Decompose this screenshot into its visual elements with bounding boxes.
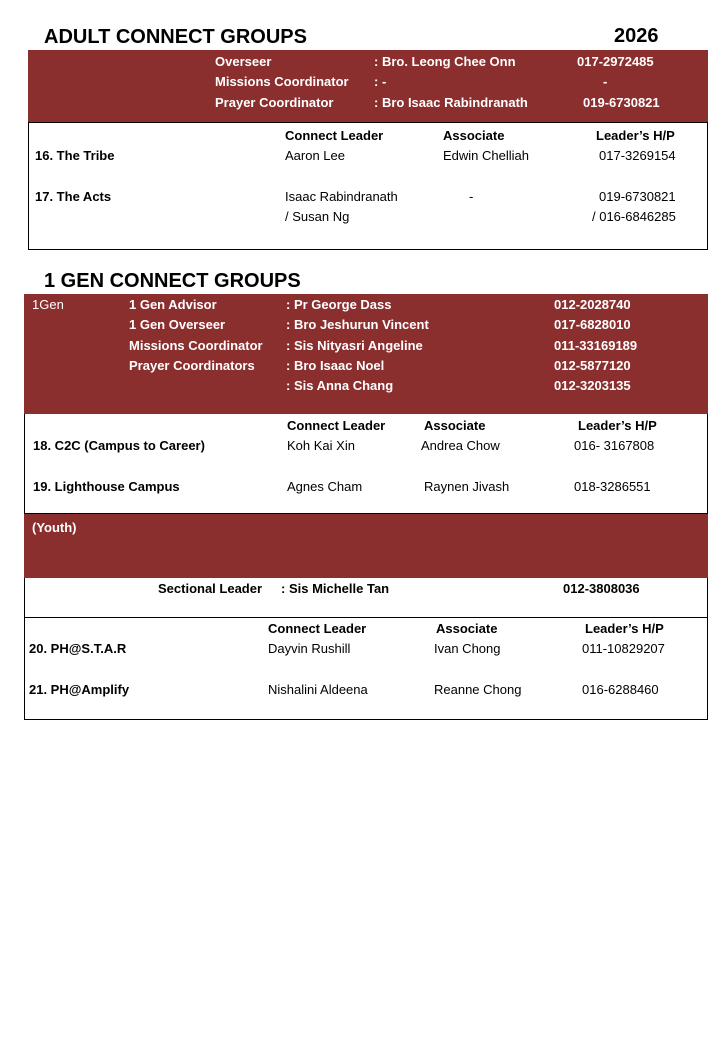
officer-role: 1 Gen Advisor [129,297,217,312]
officer-phone: 012-5877120 [554,358,631,373]
officer-phone: 012-3203135 [554,378,631,393]
year-label: 2026 [614,25,659,47]
group-hp: 011-10829207 [582,641,665,656]
group-leader: Koh Kai Xin [287,438,355,453]
youth-groups-table [24,617,708,720]
officer-name: : Bro. Leong Chee Onn [374,54,516,69]
sectional-phone: 012-3808036 [563,581,640,596]
group-leader-2: / Susan Ng [285,209,350,224]
col-header-associate: Associate [424,418,486,433]
officer-role: Missions Coordinator [129,338,263,353]
group-associate: Reanne Chong [434,682,522,697]
group-associate: Ivan Chong [434,641,501,656]
group-associate: Edwin Chelliah [443,148,529,163]
group-name: 21. PH@Amplify [29,682,130,697]
group-hp: 016-6288460 [582,682,659,697]
officer-phone: 011-33169189 [554,338,638,353]
group-leader: Isaac Rabindranath [285,189,398,204]
group-name: 19. Lighthouse Campus [33,479,180,494]
officer-name: : Sis Nityasri Angeline [286,338,423,353]
officer-phone: - [603,74,608,89]
group-name: 16. The Tribe [35,148,115,163]
group-name: 18. C2C (Campus to Career) [33,438,205,453]
gen-label: 1Gen [32,297,64,312]
gen-groups-table [24,414,708,514]
officer-role: Prayer Coordinators [129,358,255,373]
officer-phone: 012-2028740 [554,297,631,312]
group-hp: 017-3269154 [599,148,676,163]
sectional-role: Sectional Leader [158,581,263,596]
group-associate: Raynen Jivash [424,479,510,494]
group-hp: 018-3286551 [574,479,651,494]
adult-officers-band [28,50,708,122]
officer-role: Overseer [215,54,272,69]
youth-sectional-row [24,578,708,618]
col-header-hp: Leader’s H/P [596,128,675,143]
group-name: 17. The Acts [35,189,112,204]
youth-band [24,514,708,578]
group-hp: 016- 3167808 [574,438,655,453]
officer-phone: 017-6828010 [554,317,631,332]
officer-role: 1 Gen Overseer [129,317,226,332]
col-header-leader: Connect Leader [268,621,367,636]
col-header-associate: Associate [443,128,505,143]
officer-role: Prayer Coordinator [215,95,334,110]
group-leader: Nishalini Aldeena [268,682,368,697]
officer-phone: 019-6730821 [583,95,660,110]
group-leader: Agnes Cham [287,479,363,494]
group-associate: Andrea Chow [421,438,500,453]
officer-role: Missions Coordinator [215,74,349,89]
gen-heading: 1 GEN CONNECT GROUPS [44,270,301,292]
col-header-hp: Leader’s H/P [578,418,657,433]
officer-name: : Pr George Dass [286,297,392,312]
officer-name: : Bro Jeshurun Vincent [286,317,429,332]
group-associate: - [469,189,474,204]
adult-groups-table [28,122,708,250]
col-header-leader: Connect Leader [287,418,386,433]
gen-officers-band [24,294,708,414]
officer-phone: 017-2972485 [577,54,654,69]
officer-name: : Sis Anna Chang [286,378,394,393]
youth-label: (Youth) [32,520,77,535]
adult-heading: ADULT CONNECT GROUPS [44,26,307,48]
sectional-name: : Sis Michelle Tan [281,581,390,596]
group-leader: Aaron Lee [285,148,345,163]
group-leader: Dayvin Rushill [268,641,351,656]
group-hp: 019-6730821 [599,189,676,204]
officer-name: : Bro Isaac Noel [286,358,385,373]
col-header-hp: Leader’s H/P [585,621,664,636]
group-hp-2: / 016-6846285 [592,209,676,224]
col-header-leader: Connect Leader [285,128,384,143]
group-name: 20. PH@S.T.A.R [29,641,127,656]
officer-name: : - [374,74,387,89]
officer-name: : Bro Isaac Rabindranath [374,95,528,110]
col-header-associate: Associate [436,621,498,636]
